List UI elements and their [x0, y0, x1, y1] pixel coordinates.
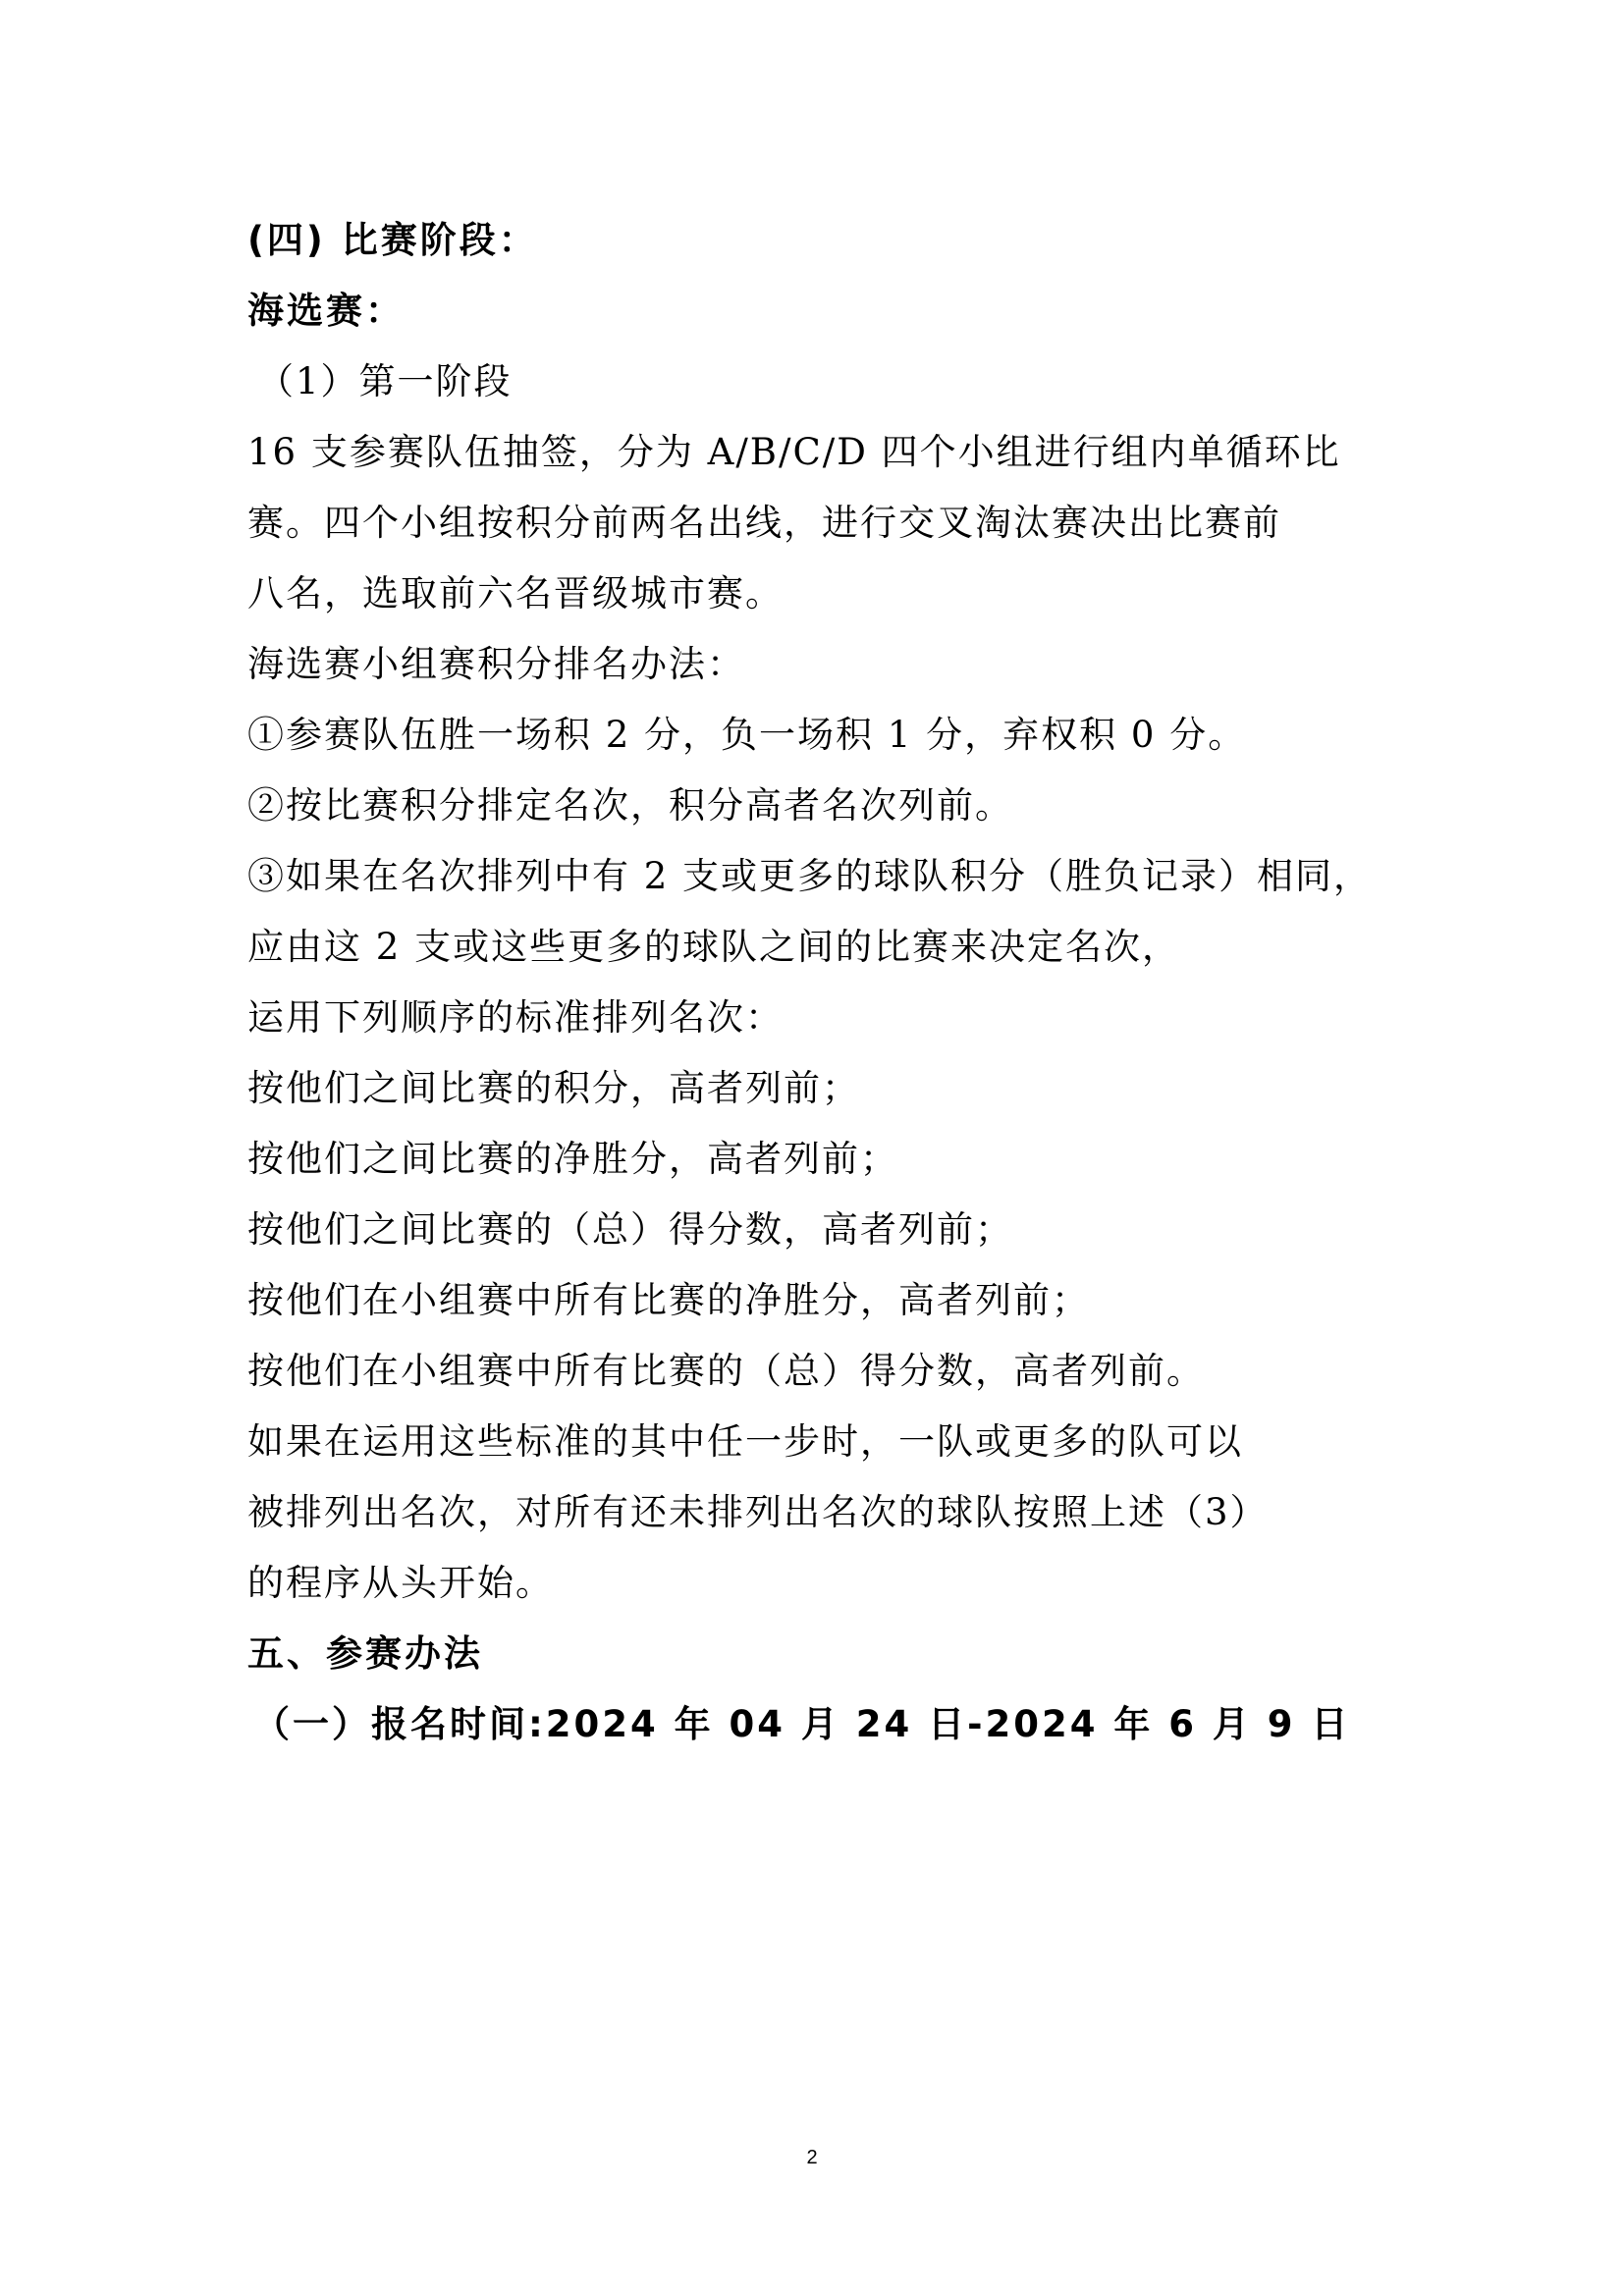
rule-item-2: ②按比赛积分排定名次，积分高者名次列前。 — [247, 784, 1013, 827]
criterion-4: 按他们在小组赛中所有比赛的净胜分，高者列前； — [247, 1279, 1090, 1321]
subheading-stage-one: （1）第一阶段 — [257, 360, 513, 402]
criterion-2: 按他们之间比赛的净胜分，高者列前； — [247, 1138, 898, 1180]
rule-item-3-line-3: 运用下列顺序的标准排列名次： — [247, 996, 784, 1039]
rule-item-1: ①参赛队伍胜一场积 2 分，负一场积 1 分，弃权积 0 分。 — [247, 714, 1247, 756]
rule-item-3-line-2: 应由这 2 支或这些更多的球队之间的比赛来决定名次， — [247, 926, 1181, 968]
heading-section-five: 五、参赛办法 — [247, 1632, 483, 1675]
note-line-3: 的程序从头开始。 — [247, 1562, 554, 1604]
criterion-5: 按他们在小组赛中所有比赛的（总）得分数，高者列前。 — [247, 1350, 1205, 1392]
paragraph-line-1: 16 支参赛队伍抽签，分为 A/B/C/D 四个小组进行组内单循环比 — [247, 431, 1341, 473]
paragraph-line-3: 八名，选取前六名晋级城市赛。 — [247, 572, 784, 614]
criterion-3: 按他们之间比赛的（总）得分数，高者列前； — [247, 1208, 1013, 1251]
note-line-2: 被排列出名次，对所有还未排列出名次的球队按照上述（3） — [247, 1491, 1269, 1533]
registration-time: （一）报名时间:2024 年 04 月 24 日-2024 年 6 月 9 日 — [253, 1703, 1351, 1745]
page-number: 2 — [806, 2147, 818, 2168]
note-line-1: 如果在运用这些标准的其中任一步时，一队或更多的队可以 — [247, 1420, 1243, 1463]
rule-item-3-line-1: ③如果在名次排列中有 2 支或更多的球队积分（胜负记录）相同， — [247, 855, 1373, 897]
heading-audition: 海选赛： — [247, 290, 405, 332]
paragraph-line-2: 赛。四个小组按积分前两名出线，进行交叉淘汰赛决出比赛前 — [247, 502, 1281, 544]
heading-competition-stage: (四) 比赛阶段： — [247, 219, 538, 261]
criterion-1: 按他们之间比赛的积分，高者列前； — [247, 1067, 860, 1109]
ranking-method-title: 海选赛小组赛积分排名办法： — [247, 643, 745, 685]
